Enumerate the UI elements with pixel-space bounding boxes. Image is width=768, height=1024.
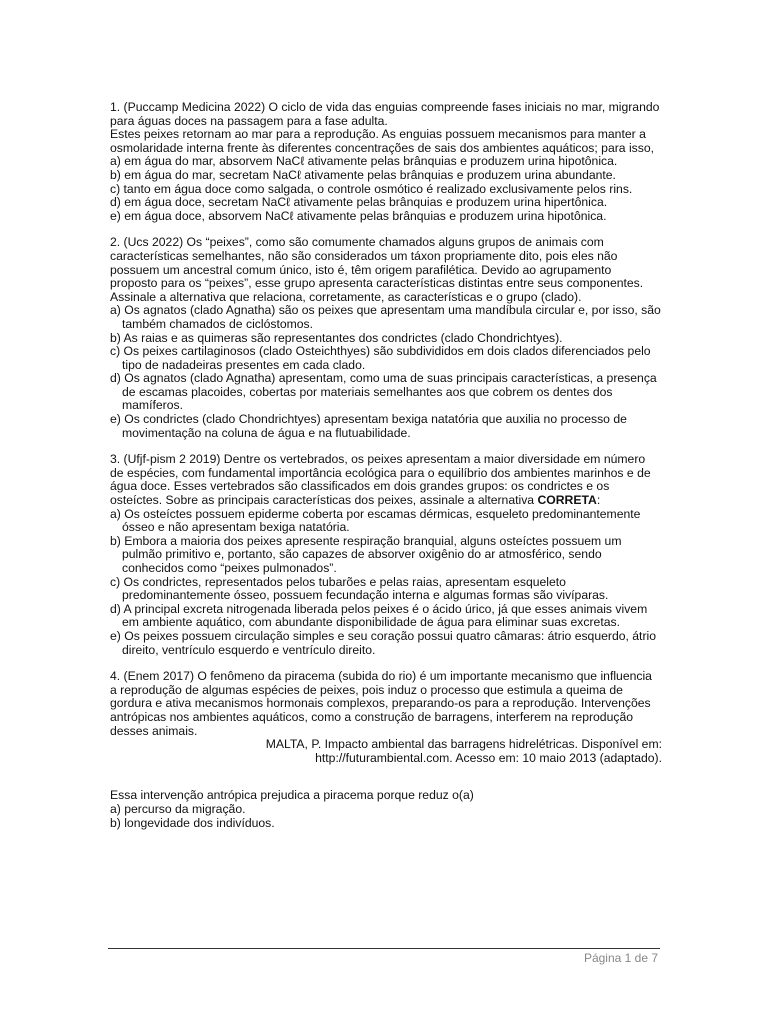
question-2-stem [110,236,662,304]
option-e: e) Os peixes possuem circulação simples e seu coração possui quatro câmaras: átrio esquerdo, átrio direito, ventrículo esquerdo e ventrículo direito. [110,628,656,657]
option-d: d) em água doce, secretam NaCℓ ativamente pelas brânquias e produzem urina hipertônica. [110,195,608,210]
option-d: d) Os agnatos (clado Agnatha) apresentam, como uma de suas principais características, a presença de escamas placoides, cobertas por materiais semelhantes aos que cobrem os dentes dos mamíferos. [110,371,657,413]
question-number: 1. [110,100,121,114]
question-1-stem [110,101,662,128]
question-3-stem [110,453,662,507]
option-c: c) Os condrictes, representados pelos tubarões e pelas raias, apresentam esqueleto predominantemente ósseo, possuem fecundação interna e algumas formas são vivíparas. [110,574,609,603]
question-text-tail: : [596,493,601,508]
option-e: e) Os condrictes (clado Chondrichtyes) apresentam bexiga natatória que auxilia no processo de movimentação na coluna de água e na flutuabilidade. [110,412,627,440]
option-d: d) A principal excreta nitrogenada liberada pelos peixes é o ácido úrico, já que esses animais vivem em ambiente aquático, com abundante disponibilidade de água para eliminar suas excretas. [110,601,648,630]
option-e: e) em água doce, absorvem NaCℓ ativamente pelas brânquias e produzem urina hipotônica. [110,208,607,223]
spacer [110,765,662,789]
option-a: a) em água do mar, absorvem NaCℓ ativamente pelas brânquias e produzem urina hipotônica. [110,154,618,169]
option-a: a) percurso da migração. [110,801,246,816]
question-3 [110,453,662,657]
question-1 [110,101,662,223]
question-4-stem [110,670,662,738]
option-c: c) Os peixes cartilaginosos (clado Osteichthyes) são subdivididos em dois clados diferenciados pelo tipo de nadadeiras presentes em cada clado. [110,344,651,372]
option-a: a) Os agnatos (clado Agnatha) são os peixes que apresentam uma mandíbula circular e, por isso, são também chamados de ciclóstomos. [110,303,661,331]
question-text: (Ucs 2022) Os “peixes”, como são comumente chamados alguns grupos de animais com características semelhantes, não são considerados um táxon propriamente dito, pois eles não possuem um ancestral comum único, isto é, têm origem parafilética. Devido ao agrupamento proposto para os “peixes”, esse grupo apresenta características distintas entre seus componentes. Assinale a alternativa que relaciona, corretamente, as características e o grupo (clado). [110,235,644,304]
question-text: (Enem 2017) O fenômeno da piracema (subida do rio) é um importante mecanismo que influencia a reprodução de algumas espécies de peixes, pois induz o processo que estimula a queima de gordura e ativa mecanismos hormonais complexos, preparando-os para a reprodução. Intervenções antrópicas nos ambientes aquáticos, como a construção de barragens, interferem na reprodução desses animais. [110,669,652,738]
footer-divider [108,948,660,949]
source-citation-line-2: http://futurambiental.com. Acesso em: 10 maio 2013 (adaptado). [315,750,662,765]
option-b: b) As raias e as quimeras são representantes dos condrictes (clado Chondrichtyes). [110,330,563,345]
question-1-stem-2: Estes peixes retornam ao mar para a reprodução. As enguias possuem mecanismos para manter a osmolaridade interna frente às diferentes concentrações de sais dos ambientes aquáticos; para isso, [110,127,655,155]
page-number: Página 1 de 7 [583,951,658,965]
option-b: b) Embora a maioria dos peixes apresente respiração branquial, alguns osteíctes possuem um pulmão primitivo e, portanto, são capazes de absorver oxigênio do ar atmosférico, sendo conhecidos como “peixes pulmonados”. [110,533,622,575]
question-number: 4. [110,669,121,684]
question-number: 3. [110,452,121,467]
question-2 [110,236,662,440]
question-text: (Puccamp Medicina 2022) O ciclo de vida das enguias compreende fases iniciais no mar, migrando para águas doces na passagem para a fase adulta. [110,100,660,128]
option-b: b) longevidade dos indivíduos. [110,815,275,830]
option-c: c) tanto em água doce como salgada, o controle osmótico é realizado exclusivamente pelos rins. [110,181,633,196]
emphasis-correta: CORRETA [537,493,597,508]
question-number: 2. [110,235,121,250]
question-4 [110,670,662,830]
question-text: (Ufjf-pism 2 2019) Dentre os vertebrados, os peixes apresentam a maior diversidade em número de espécies, com fundamental importância ecológica para o equilíbrio dos ambientes marinhos e de água doce. Esses vertebrados são classificados em dois grandes grupos: os condrictes e os osteíctes. Sobre as principais características dos peixes, assinale a alternativa [110,452,651,508]
document-page [110,101,662,830]
option-a: a) Os osteíctes possuem epiderme coberta por escamas dérmicas, esqueleto predominantemente ósseo e não apresentam bexiga natatória. [110,506,641,535]
source-citation-line-1: MALTA, P. Impacto ambiental das barragens hidrelétricas. Disponível em: [265,737,662,752]
question-4-prompt: Essa intervenção antrópica prejudica a piracema porque reduz o(a) [110,788,474,803]
option-b: b) em água do mar, secretam NaCℓ ativamente pelas brânquias e produzem urina abundante. [110,167,616,182]
